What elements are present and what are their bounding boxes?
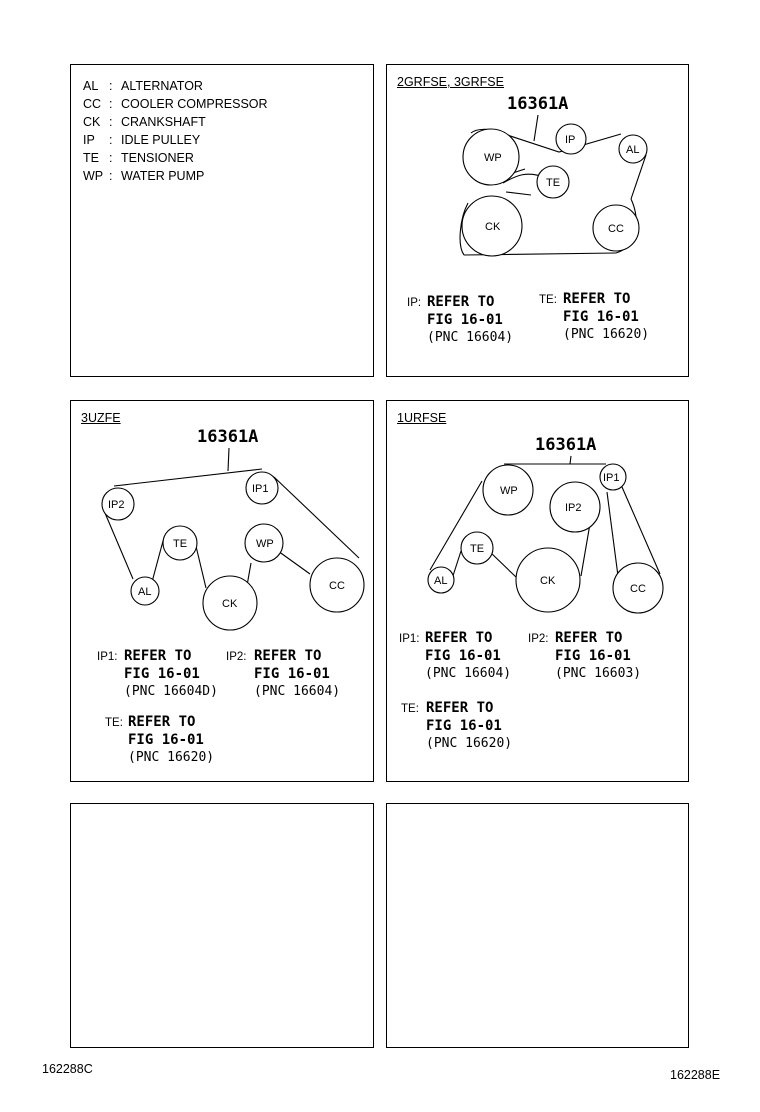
- reference-key: TE:: [401, 703, 419, 715]
- reference-figure: FIG 16-01: [124, 666, 200, 682]
- pulley-label-al: AL: [434, 575, 448, 587]
- pulley-label-ip1: IP1: [603, 472, 620, 484]
- reference-key: TE:: [539, 294, 557, 306]
- legend-colon: :: [109, 151, 113, 165]
- legend-panel: [70, 64, 374, 377]
- pulley-label-ck: CK: [540, 575, 556, 587]
- legend-desc: ALTERNATOR: [121, 79, 203, 93]
- legend-colon: :: [109, 97, 113, 111]
- reference-line: REFER TO: [426, 700, 494, 716]
- reference-figure: FIG 16-01: [254, 666, 330, 682]
- reference-line: REFER TO: [128, 714, 196, 730]
- reference-figure: FIG 16-01: [427, 312, 503, 328]
- reference-key: IP2:: [226, 651, 247, 663]
- reference-pnc: (PNC 16620): [128, 750, 215, 765]
- figure-code-right: 162288E: [670, 1068, 721, 1082]
- reference-line: REFER TO: [555, 630, 623, 646]
- engine-variant-label: 1URFSE: [397, 411, 447, 425]
- reference-line: REFER TO: [563, 291, 631, 307]
- belt-part-number: 16361A: [507, 94, 569, 114]
- legend-desc: TENSIONER: [121, 151, 194, 165]
- engine-variant-label: 2GRFSE, 3GRFSE: [397, 75, 504, 89]
- reference-key: IP2:: [528, 633, 549, 645]
- legend-abbr: CK: [83, 115, 101, 129]
- reference-figure: FIG 16-01: [563, 309, 639, 325]
- reference-pnc: (PNC 16604): [427, 330, 514, 345]
- pulley-label-ck: CK: [485, 221, 501, 233]
- legend-colon: :: [109, 79, 113, 93]
- reference-figure: FIG 16-01: [128, 732, 204, 748]
- pulley-label-cc: CC: [630, 583, 646, 595]
- belt-diagram-panel-uzfe: [70, 400, 374, 782]
- reference-line: REFER TO: [427, 294, 495, 310]
- pulley-label-te: TE: [546, 177, 561, 189]
- pulley-label-al: AL: [138, 586, 152, 598]
- legend-abbr: CC: [83, 97, 102, 111]
- pulley-label-te: TE: [173, 538, 188, 550]
- belt-part-number: 16361A: [197, 427, 259, 447]
- reference-pnc: (PNC 16604D): [124, 684, 218, 699]
- legend-desc: CRANKSHAFT: [121, 115, 206, 129]
- reference-pnc: (PNC 16620): [426, 736, 513, 751]
- reference-key: IP1:: [399, 633, 420, 645]
- reference-pnc: (PNC 16620): [563, 327, 650, 342]
- pulley-label-al: AL: [626, 144, 640, 156]
- legend-abbr: AL: [83, 79, 99, 93]
- engine-variant-label: 3UZFE: [81, 411, 121, 425]
- legend-colon: :: [109, 133, 113, 147]
- reference-key: IP:: [407, 297, 422, 309]
- legend-colon: :: [109, 115, 113, 129]
- figure-code-left: 162288C: [42, 1062, 93, 1076]
- pulley-label-te: TE: [470, 543, 485, 555]
- reference-line: REFER TO: [425, 630, 493, 646]
- pulley-label-ip2: IP2: [565, 502, 582, 514]
- legend-abbr: WP: [83, 169, 104, 183]
- reference-figure: FIG 16-01: [426, 718, 502, 734]
- pulley-label-ip2: IP2: [108, 499, 125, 511]
- pulley-label-wp: WP: [500, 485, 518, 497]
- reference-line: REFER TO: [124, 648, 192, 664]
- pulley-label-ip: IP: [565, 134, 576, 146]
- legend-abbr: TE: [83, 151, 99, 165]
- legend-abbr: IP: [83, 133, 95, 147]
- pulley-label-cc: CC: [608, 223, 624, 235]
- reference-key: TE:: [105, 717, 123, 729]
- reference-pnc: (PNC 16603): [555, 666, 642, 681]
- reference-pnc: (PNC 16604): [425, 666, 512, 681]
- legend-colon: :: [109, 169, 113, 183]
- empty-panel-right: [386, 803, 689, 1048]
- reference-key: IP1:: [97, 651, 118, 663]
- pulley-label-wp: WP: [256, 538, 274, 550]
- empty-panel-left: [70, 803, 374, 1048]
- belt-diagram-panel-urfse: [386, 400, 689, 782]
- legend-desc: WATER PUMP: [121, 169, 205, 183]
- belt-part-number: 16361A: [535, 435, 597, 455]
- pulley-label-wp: WP: [484, 152, 502, 164]
- reference-pnc: (PNC 16604): [254, 684, 341, 699]
- reference-line: REFER TO: [254, 648, 322, 664]
- reference-figure: FIG 16-01: [425, 648, 501, 664]
- belt-diagram-panel-grfse: [386, 64, 689, 377]
- reference-figure: FIG 16-01: [555, 648, 631, 664]
- pulley-label-ip1: IP1: [252, 483, 269, 495]
- pulley-label-cc: CC: [329, 580, 345, 592]
- legend-desc: COOLER COMPRESSOR: [121, 97, 268, 111]
- legend-desc: IDLE PULLEY: [121, 133, 201, 147]
- pulley-label-ck: CK: [222, 598, 238, 610]
